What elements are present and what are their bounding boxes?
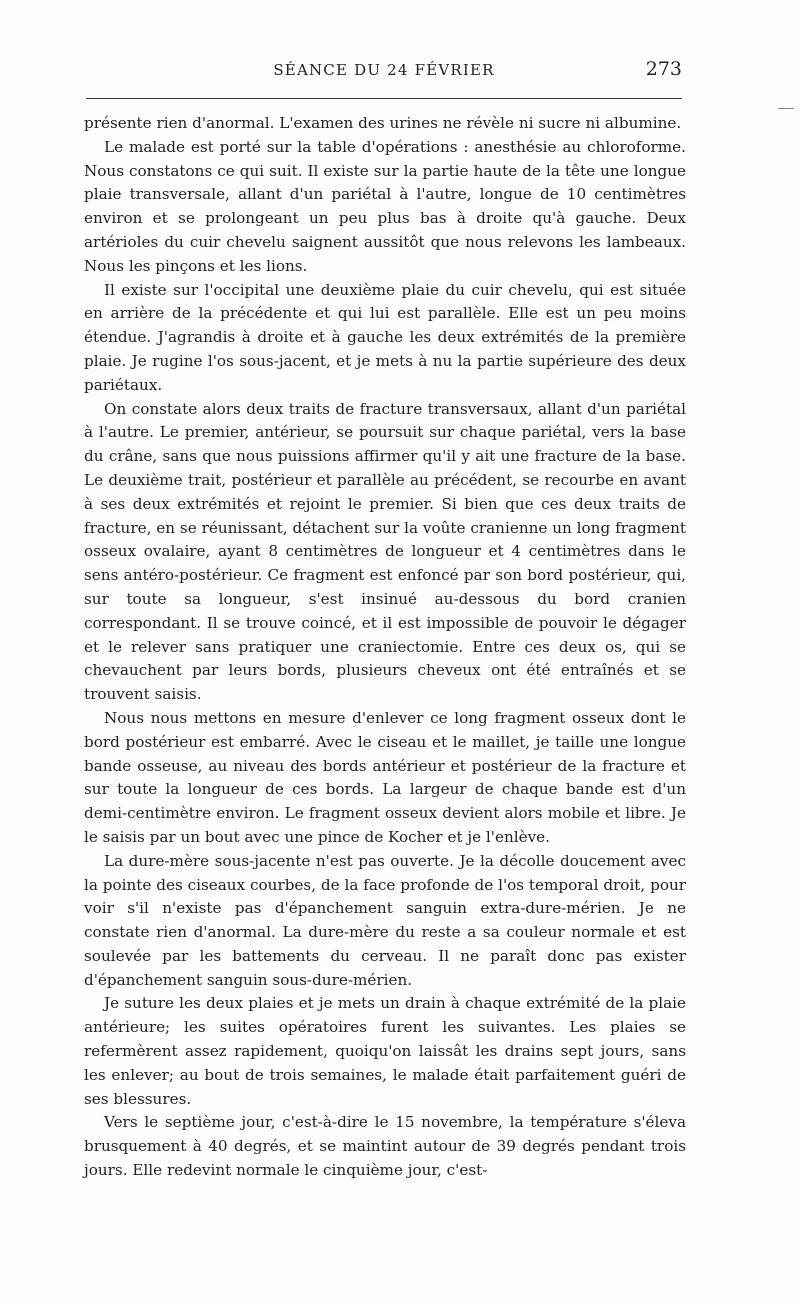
paragraph-5: Nous nous mettons en mesure d'enlever ce long fragment osseux dont le bord postérieur est embarré. Avec le ciseau et le maillet, je taille une longue bande osseuse, au niveau des bords antérieur et postérieur de la fracture et sur toute la longueur de ces bords. La largeur de chaque bande est d'un demi-centimètre environ. Le fragment osseux devient alors mobile et libre. Je le saisis par un bout avec une pince de Kocher et je l'enlève. — [84, 708, 686, 846]
paragraph-3: Il existe sur l'occipital une deuxième plaie du cuir chevelu, qui est située en arrière de la précédente et qui lui est parallèle. Elle est un peu moins étendue. J'agrandis à droite et à gauche les deux extrémités de la première plaie. Je rugine l'os sous-jacent, et je mets à nu la partie supérieure des deux pariétaux. — [84, 280, 686, 394]
running-head — [86, 58, 682, 88]
header-rule — [86, 98, 682, 99]
margin-mark — [778, 108, 794, 109]
page-number: 273 — [645, 58, 682, 80]
paragraph-8: Vers le septième jour, c'est-à-dire le 15 novembre, la température s'éleva brusquement à 40 degrés, et se maintint autour de 39 degrés pendant trois jours. Elle redevint normale le cinquième jour, c'est- — [84, 1113, 686, 1180]
paragraph-4: On constate alors deux traits de fracture transversaux, allant d'un pariétal à l'autre. Le premier, antérieur, se poursuit sur chaque pariétal, vers la base du crâne, sans que nous puissions affirmer qu'il y ait une fracture de la base. Le deuxième trait, postérieur et parallèle au précédent, se recourbe en avant à ses deux extrémités et rejoint le premier. Si bien que ces deux traits de fracture, en se réunissant, détachent sur la voûte cranienne un long fragment osseux ovalaire, ayant 8 centimètres de longueur et 4 centimètres dans le sens antéro-postérieur. Ce fragment est enfoncé par son bord postérieur, qui, sur toute sa longueur, s'est insinué au-dessous du bord cranien correspondant. Il se trouve coincé, et il est impossible de pouvoir le dégager et le relever sans pratiquer une craniectomie. Entre ces deux os, qui se chevauchent par leurs bords, plusieurs cheveux ont été entraînés et se trouvent saisis. — [84, 399, 686, 704]
paragraph-1: présente rien d'anormal. L'examen des urines ne révèle ni sucre ni albumine. — [84, 114, 682, 132]
paragraph-2: Le malade est porté sur la table d'opérations : anesthésie au chloroforme. Nous constatons ce qui suit. Il existe sur la partie haute de la tête une longue plaie transversale, allant d'un pariétal à l'autre, longue de 10 centimètres environ et se prolongeant un peu plus bas à droite qu'à gauche. Deux artérioles du cuir chevelu saignent aussitôt que nous relevons les lambeaux. Nous les pinçons et les lions. — [84, 137, 686, 275]
running-title: SÉANCE DU 24 FÉVRIER — [273, 61, 495, 79]
paragraph-7: Je suture les deux plaies et je mets un drain à chaque extrémité de la plaie antérieure; les suites opératoires furent les suivantes. Les plaies se refermèrent assez rapidement, quoiqu'on laissât les drains sept jours, sans les enlever; au bout de trois semaines, le malade était parfaitement guéri de ses blessures. — [84, 994, 686, 1108]
body-text — [84, 112, 686, 1183]
paragraph-6: La dure-mère sous-jacente n'est pas ouverte. Je la décolle doucement avec la pointe des ciseaux courbes, de la face profonde de l'os temporal droit, pour voir s'il n'existe pas d'épanchement sanguin extra-dure-mérien. Je ne constate rien d'anormal. La dure-mère du reste a sa couleur normale et est soulevée par les battements du cerveau. Il ne paraît donc pas exister d'épanchement sanguin sous-dure-mérien. — [84, 851, 686, 989]
